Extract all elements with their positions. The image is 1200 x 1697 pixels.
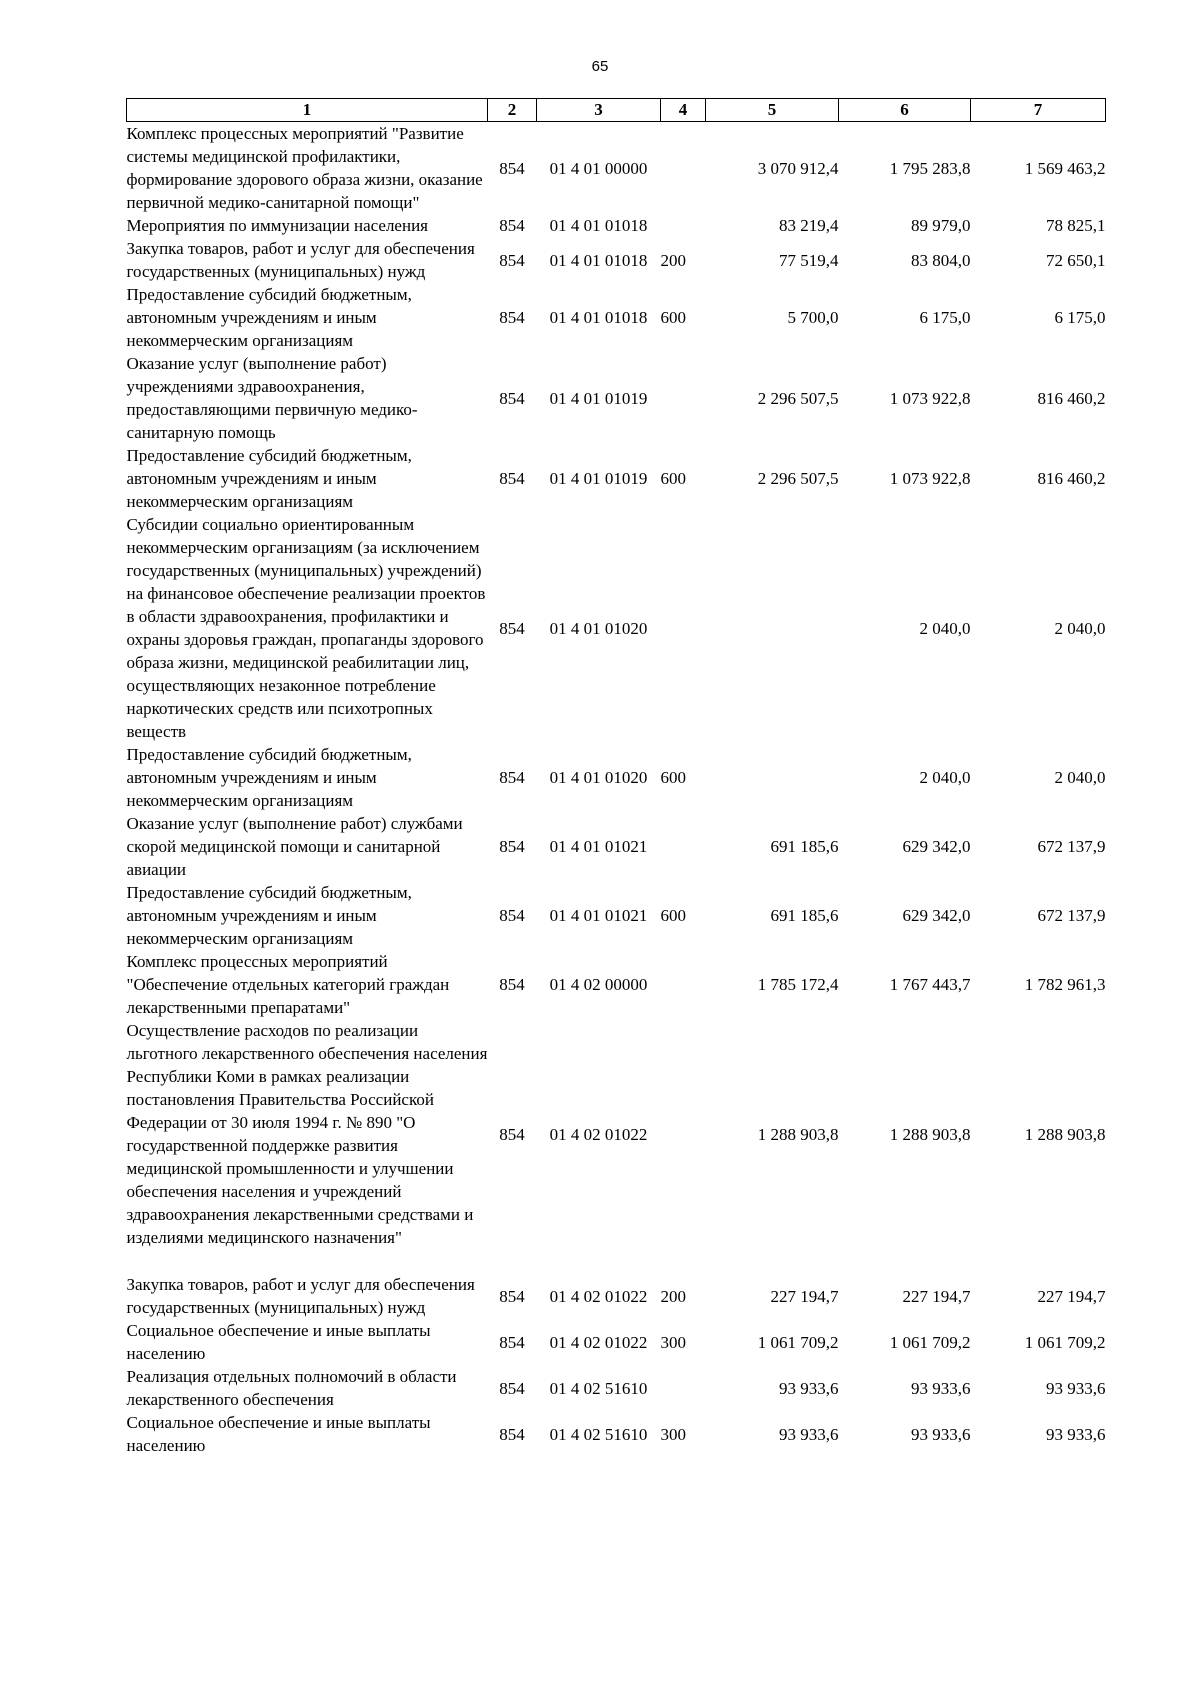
row-amount-col7: 6 175,0 <box>1054 308 1106 327</box>
row-amount-col7: 816 460,2 <box>1037 388 1106 408</box>
row-amount-col5: 93 933,6 <box>779 1424 839 1444</box>
table-row <box>127 1365 1106 1411</box>
row-amount-col5 <box>706 513 839 743</box>
table-row <box>127 122 1106 215</box>
row-name: Предоставление субсидий бюджетным, автономным учреждениям и иным некоммерческим организациям <box>126 446 412 511</box>
row-ministry-code: 854 <box>499 250 525 270</box>
row-amount-col7: 1 288 903,8 <box>1024 1124 1106 1144</box>
row-name: Предоставление субсидий бюджетным, автономным учреждениям и иным некоммерческим организациям <box>126 745 412 810</box>
row-ministry-code: 854 <box>499 469 525 488</box>
table-row <box>127 1019 1106 1249</box>
row-name: Субсидии социально ориентированным некоммерческим организациям (за исключением государственных (муниципальных) учреждений) на финансовое обеспечение реализации проектов в области здравоохранения, профилактики и охраны здоровья граждан, пропаганды здорового образа жизни, медицинской реабилитации лиц, осуществляющих незаконное потребление наркотических средств или психотропных веществ <box>126 515 486 741</box>
row-target-article: 01 4 02 00000 <box>549 975 648 994</box>
budget-table <box>126 98 1106 1457</box>
row-name: Социальное обеспечение и иные выплаты населению <box>126 1413 431 1455</box>
row-amount-col5: 1 785 172,4 <box>757 975 839 994</box>
row-amount-col6: 83 804,0 <box>911 250 971 270</box>
table-row <box>127 743 1106 812</box>
row-amount-col7: 93 933,6 <box>1046 1378 1106 1398</box>
row-amount-col5: 691 185,6 <box>770 906 839 925</box>
row-amount-col6: 1 073 922,8 <box>889 388 971 408</box>
table-row <box>127 881 1106 950</box>
row-target-article: 01 4 02 51610 <box>549 1424 648 1444</box>
row-target-article: 01 4 01 01020 <box>549 768 648 787</box>
row-amount-col7: 78 825,1 <box>1046 216 1106 235</box>
row-amount-col7: 1 061 709,2 <box>1024 1332 1106 1352</box>
row-amount-col5: 691 185,6 <box>770 837 839 856</box>
row-name: Комплекс процессных мероприятий "Развитие системы медицинской профилактики, формирование здорового образа жизни, оказание первичной медико-санитарной помощи" <box>126 124 483 212</box>
row-expense-type: 600 <box>660 469 686 488</box>
row-name: Закупка товаров, работ и услуг для обеспечения государственных (муниципальных) нужд <box>126 239 475 281</box>
row-ministry-code: 854 <box>499 1378 525 1398</box>
row-target-article: 01 4 01 01019 <box>549 388 648 408</box>
row-amount-col7: 2 040,0 <box>1054 618 1106 638</box>
page-number: 65 <box>591 58 609 75</box>
row-expense-type <box>661 352 706 444</box>
row-amount-col7: 816 460,2 <box>1037 469 1106 488</box>
row-expense-type <box>661 513 706 743</box>
table-row <box>127 352 1106 444</box>
row-amount-col6: 1 795 283,8 <box>889 158 971 178</box>
row-name: Мероприятия по иммунизации населения <box>126 216 428 235</box>
row-name: Комплекс процессных мероприятий "Обеспечение отдельных категорий граждан лекарственными препаратами" <box>126 952 450 1017</box>
row-expense-type: 200 <box>660 250 686 270</box>
row-ministry-code: 854 <box>499 216 525 235</box>
row-ministry-code: 854 <box>499 906 525 925</box>
table-row <box>127 1273 1106 1319</box>
row-name: Предоставление субсидий бюджетным, автономным учреждениям и иным некоммерческим организациям <box>126 285 412 350</box>
row-amount-col6: 2 040,0 <box>919 618 971 638</box>
row-amount-col5 <box>706 743 839 812</box>
row-expense-type: 200 <box>660 1286 686 1306</box>
row-target-article: 01 4 02 01022 <box>549 1286 648 1306</box>
table-row <box>127 1319 1106 1365</box>
row-amount-col7: 72 650,1 <box>1046 250 1106 270</box>
row-target-article: 01 4 01 01018 <box>549 308 648 327</box>
table-row <box>127 283 1106 352</box>
row-amount-col5: 227 194,7 <box>770 1286 839 1306</box>
row-amount-col6: 1 767 443,7 <box>889 975 971 994</box>
row-expense-type <box>661 950 706 1019</box>
row-ministry-code: 854 <box>499 618 525 638</box>
row-target-article: 01 4 02 51610 <box>549 1378 648 1398</box>
row-expense-type: 600 <box>660 308 686 327</box>
row-target-article: 01 4 01 01019 <box>549 469 648 488</box>
row-target-article: 01 4 01 00000 <box>549 158 648 178</box>
row-expense-type <box>661 214 706 237</box>
row-amount-col6: 1 073 922,8 <box>889 469 971 488</box>
row-expense-type <box>661 812 706 881</box>
row-amount-col5: 2 296 507,5 <box>757 469 839 488</box>
row-amount-col6: 227 194,7 <box>902 1286 971 1306</box>
row-amount-col5: 5 700,0 <box>787 308 839 327</box>
table-row <box>127 214 1106 237</box>
row-target-article: 01 4 01 01021 <box>549 837 648 856</box>
row-amount-col5: 77 519,4 <box>779 250 839 270</box>
header-row <box>127 99 1106 122</box>
row-ministry-code: 854 <box>499 975 525 994</box>
row-name: Предоставление субсидий бюджетным, автономным учреждениям и иным некоммерческим организациям <box>126 883 412 948</box>
row-expense-type: 300 <box>660 1332 686 1352</box>
row-ministry-code: 854 <box>499 388 525 408</box>
row-amount-col5: 1 061 709,2 <box>757 1332 839 1352</box>
row-target-article: 01 4 01 01020 <box>549 618 648 638</box>
row-amount-col7: 93 933,6 <box>1046 1424 1106 1444</box>
row-target-article: 01 4 01 01018 <box>549 250 648 270</box>
row-expense-type <box>661 122 706 215</box>
spacer-cell <box>127 1249 1106 1273</box>
row-amount-col5: 3 070 912,4 <box>757 158 839 178</box>
row-expense-type <box>661 1365 706 1411</box>
row-amount-col7: 1 782 961,3 <box>1024 975 1106 994</box>
row-expense-type: 600 <box>660 906 686 925</box>
row-amount-col7: 672 137,9 <box>1037 837 1106 856</box>
row-ministry-code: 854 <box>499 1286 525 1306</box>
row-amount-col6: 93 933,6 <box>911 1424 971 1444</box>
row-ministry-code: 854 <box>499 308 525 327</box>
row-amount-col5: 1 288 903,8 <box>757 1124 839 1144</box>
row-name: Реализация отдельных полномочий в области лекарственного обеспечения <box>126 1367 457 1409</box>
row-ministry-code: 854 <box>499 1332 525 1352</box>
row-amount-col5: 2 296 507,5 <box>757 388 839 408</box>
row-amount-col6: 629 342,0 <box>902 906 971 925</box>
table-row <box>127 950 1106 1019</box>
row-amount-col6: 629 342,0 <box>902 837 971 856</box>
header-col-2: 2 <box>488 99 537 122</box>
header-col-1: 1 <box>127 99 488 122</box>
header-col-6: 6 <box>839 99 971 122</box>
header-col-3: 3 <box>537 99 661 122</box>
row-amount-col7: 672 137,9 <box>1037 906 1106 925</box>
header-col-5: 5 <box>706 99 839 122</box>
row-target-article: 01 4 02 01022 <box>549 1124 648 1144</box>
table-row <box>127 237 1106 283</box>
row-name: Оказание услуг (выполнение работ) учреждениями здравоохранения, предоставляющими первичную медико-санитарную помощь <box>126 354 418 442</box>
row-ministry-code: 854 <box>499 158 525 178</box>
row-ministry-code: 854 <box>499 768 525 787</box>
table-row <box>127 812 1106 881</box>
row-amount-col5: 83 219,4 <box>779 216 839 235</box>
row-expense-type: 300 <box>660 1424 686 1444</box>
table-row <box>127 513 1106 743</box>
row-target-article: 01 4 01 01021 <box>549 906 648 925</box>
row-amount-col7: 227 194,7 <box>1037 1286 1106 1306</box>
row-amount-col6: 89 979,0 <box>911 216 971 235</box>
row-amount-col6: 93 933,6 <box>911 1378 971 1398</box>
row-amount-col7: 1 569 463,2 <box>1024 158 1106 178</box>
spacer-row <box>127 1249 1106 1273</box>
table-row <box>127 444 1106 513</box>
row-amount-col6: 1 288 903,8 <box>889 1124 971 1144</box>
header-col-4: 4 <box>661 99 706 122</box>
row-amount-col7: 2 040,0 <box>1054 768 1106 787</box>
row-amount-col5: 93 933,6 <box>779 1378 839 1398</box>
row-amount-col6: 1 061 709,2 <box>889 1332 971 1352</box>
row-ministry-code: 854 <box>499 1124 525 1144</box>
row-name: Оказание услуг (выполнение работ) службами скорой медицинской помощи и санитарной авиации <box>126 814 463 879</box>
row-ministry-code: 854 <box>499 837 525 856</box>
row-ministry-code: 854 <box>499 1424 525 1444</box>
row-target-article: 01 4 02 01022 <box>549 1332 648 1352</box>
row-amount-col6: 2 040,0 <box>919 768 971 787</box>
row-amount-col6: 6 175,0 <box>919 308 971 327</box>
row-name: Осуществление расходов по реализации льготного лекарственного обеспечения населения Республики Коми в рамках реализации постановления Правительства Российской Федерации от 30 июля 1994 г. № 890 "О государственной поддержке развития медицинской промышленности и улучшении обеспечения населения и учреждений здравоохранения лекарственными средствами и изделиями медицинского назначения" <box>126 1021 488 1247</box>
row-expense-type: 600 <box>660 768 686 787</box>
row-expense-type <box>661 1019 706 1249</box>
row-name: Закупка товаров, работ и услуг для обеспечения государственных (муниципальных) нужд <box>126 1275 475 1317</box>
row-name: Социальное обеспечение и иные выплаты населению <box>126 1321 431 1363</box>
table-row <box>127 1411 1106 1457</box>
header-col-7: 7 <box>971 99 1106 122</box>
row-target-article: 01 4 01 01018 <box>549 216 648 235</box>
